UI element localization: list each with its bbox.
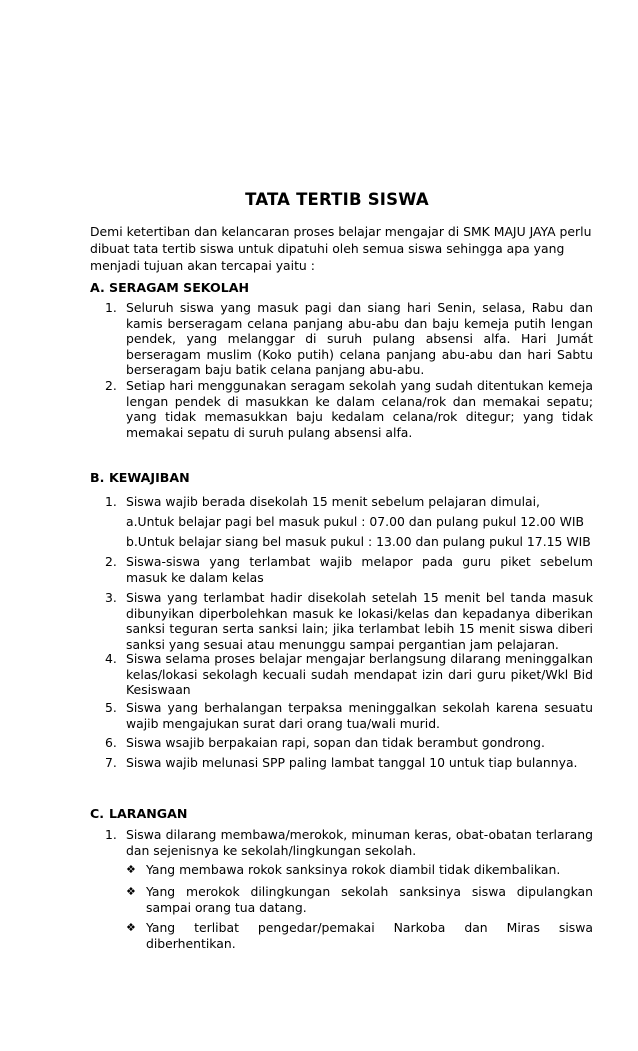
item-number: 7. — [105, 755, 117, 770]
diamond-bullet-icon: ❖ — [126, 863, 136, 876]
list-item — [105, 590, 593, 652]
item-number: 4. — [105, 651, 117, 666]
list-item — [105, 700, 593, 731]
document-title: TATA TERTIB SISWA — [245, 190, 429, 209]
section-title: LARANGAN — [109, 806, 188, 821]
item-number: 1. — [105, 827, 117, 842]
item-number: 3. — [105, 590, 117, 605]
list-item — [105, 735, 593, 751]
item-text: Siswa wsajib berpakaian rapi, sopan dan tidak berambut gondrong. — [126, 735, 545, 750]
bullet-text: Yang membawa rokok sanksinya rokok diambil tidak dikembalikan. — [146, 862, 561, 877]
section-title: KEWAJIBAN — [109, 470, 190, 485]
list-item — [105, 378, 593, 440]
bullet-item — [126, 920, 593, 951]
item-text: Siswa wajib berada disekolah 15 menit sebelum pelajaran dimulai, — [126, 494, 540, 509]
item-text: Siswa yang berhalangan terpaksa meninggalkan sekolah karena sesuatu wajib mengajukan surat dari orang tua/wali murid. — [126, 700, 593, 731]
section-letter: A. — [90, 280, 105, 295]
item-number: 6. — [105, 735, 117, 750]
item-text: Siswa selama proses belajar mengajar berlangsung dilarang meninggalkan kelas/lokasi sekolagh kecuali sudah mendapat izin dari guru piket/Wkl Bid Kesiswaan — [126, 651, 593, 698]
section-a-heading — [90, 280, 249, 295]
bullet-item — [126, 884, 593, 915]
section-c-heading — [90, 806, 187, 821]
section-b-heading — [90, 470, 190, 485]
item-number: 5. — [105, 700, 117, 715]
item-number: 1. — [105, 494, 117, 509]
diamond-bullet-icon: ❖ — [126, 921, 136, 934]
list-item — [105, 300, 593, 378]
section-title: SERAGAM SEKOLAH — [109, 280, 250, 295]
item-text: Siswa dilarang membawa/merokok, minuman keras, obat-obatan terlarang dan sejenisnya ke sekolah/lingkungan sekolah. — [126, 827, 593, 858]
item-number: 1. — [105, 300, 117, 315]
bullet-text: Yang terlibat pengedar/pemakai Narkoba dan Miras siswa diberhentikan. — [146, 920, 593, 951]
item-text: Seluruh siswa yang masuk pagi dan siang hari Senin, selasa, Rabu dan kamis berseragam celana panjang abu-abu dan baju kemeja putih lengan pendek, yang melanggar di suruh pulang absensi alfa. Hari Jumát berseragam muslim (Koko putih) celana panjang abu-abu dan hari Sabtu berseragam baju batik celana panjang abu-abu. — [126, 300, 593, 378]
list-item — [105, 651, 593, 698]
schedule-line-afternoon: b.Untuk belajar siang bel masuk pukul : 13.00 dan pulang pukul 17.15 WIB — [126, 534, 591, 549]
list-item — [105, 554, 593, 585]
item-text: Siswa yang terlambat hadir disekolah setelah 15 menit bel tanda masuk dibunyikan diperbolehkan masuk ke lokasi/kelas dan kepadanya diberikan sanksi teguran serta sanksi lain; jika terlambat lebih 15 menit siswa diberi sanksi yang sesuai atau menunggu sampai pergantian jam pelajaran. — [126, 590, 593, 652]
item-text: Siswa wajib melunasi SPP paling lambat tanggal 10 untuk tiap bulannya. — [126, 755, 578, 770]
list-item — [105, 827, 593, 858]
intro-paragraph: Demi ketertiban dan kelancaran proses belajar mengajar di SMK MAJU JAYA perlu dibuat tata tertib siswa untuk dipatuhi oleh semua siswa sehingga apa yang menjadi tujuan akan tercapai yaitu : — [90, 224, 592, 273]
diamond-bullet-icon: ❖ — [126, 885, 136, 898]
section-letter: B. — [90, 470, 105, 485]
schedule-line-morning: a.Untuk belajar pagi bel masuk pukul : 07.00 dan pulang pukul 12.00 WIB — [126, 514, 585, 529]
item-number: 2. — [105, 378, 117, 393]
list-item — [105, 494, 593, 510]
item-text: Setiap hari menggunakan seragam sekolah yang sudah ditentukan kemeja lengan pendek di masukkan ke dalam celana/rok dan memakai sepatu; yang tidak memasukkan baju kedalam celana/rok ditegur; yang tidak memakai sepatu di suruh pulang absensi alfa. — [126, 378, 593, 440]
item-text: Siswa-siswa yang terlambat wajib melapor pada guru piket sebelum masuk ke dalam kelas — [126, 554, 593, 585]
list-item — [105, 755, 593, 771]
bullet-item — [126, 862, 593, 878]
item-number: 2. — [105, 554, 117, 569]
bullet-text: Yang merokok dilingkungan sekolah sanksinya siswa dipulangkan sampai orang tua datang. — [146, 884, 593, 915]
section-letter: C. — [90, 806, 105, 821]
